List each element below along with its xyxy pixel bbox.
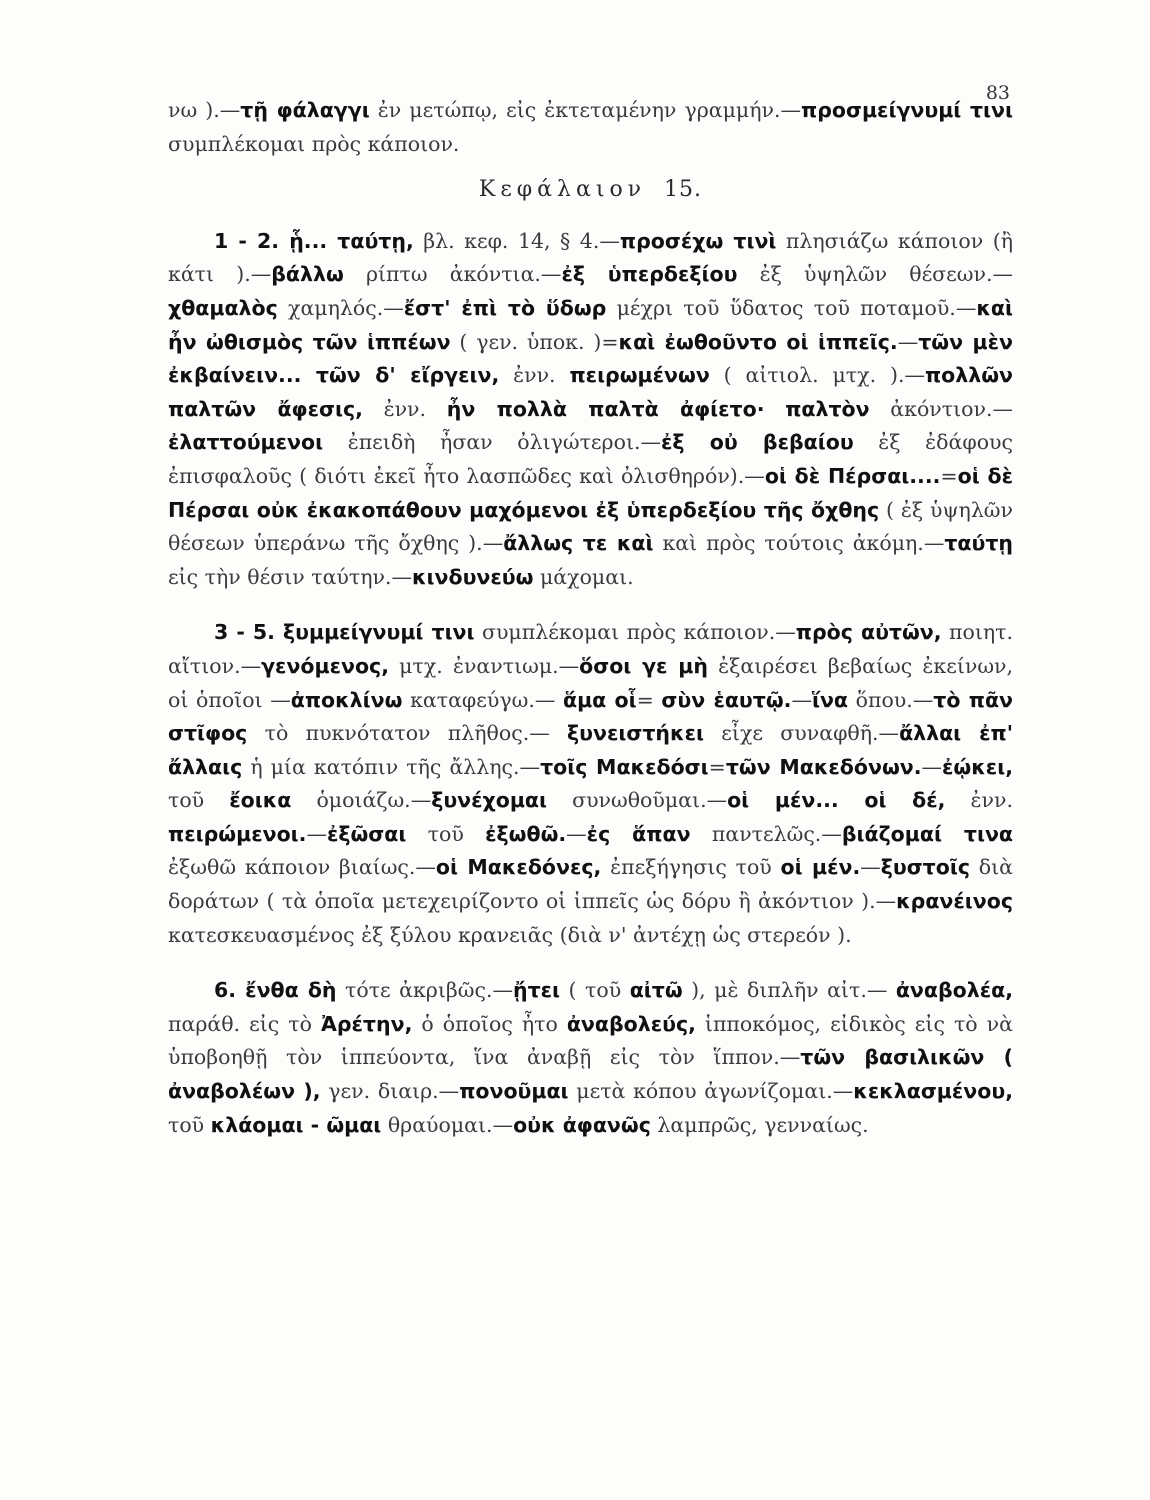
lemma: κεκλασμένου, (853, 1079, 1013, 1104)
lemma: κινδυνεύω (411, 564, 534, 589)
gloss: θραύομαι.— (381, 1112, 514, 1137)
gloss: χαμηλός.— (277, 295, 404, 320)
gloss: — (860, 855, 881, 880)
lemma: ἄλλαι ἐπ' ἄλλαις (168, 721, 1013, 779)
lemma: τοῖς Μακεδόσι (540, 754, 709, 779)
lemma: οἱ Μακεδόνες, (435, 855, 602, 880)
gloss: διὰ δοράτων ( τὰ ὁποῖα μετεχειρίζοντο οἱ ἱππεῖς ὡς δόρυ ἢ ἀκόντιον ).— (168, 855, 1013, 914)
lemma: κρανέινος (896, 889, 1013, 914)
gloss: ( γεν. ὑποκ. )= (450, 329, 619, 354)
gloss: ( τοῦ (560, 978, 630, 1003)
lemma: ἀναβολέα, (895, 978, 1013, 1003)
chapter-heading-number: 15. (664, 177, 703, 203)
lemma: ἐξ ὑπερδεξίου (561, 262, 738, 287)
lemma: ἅμα οἷ (562, 687, 637, 712)
lemma: οἱ μέν. (780, 855, 861, 880)
lemma: οὐκ ἀφανῶς (513, 1112, 651, 1137)
lemma: ταύτῃ (944, 531, 1014, 556)
lemma: προσμείγνυμί τινι (801, 98, 1013, 122)
gloss: ἐξαιρέσει βεβαίως ἐκείνων, οἱ ὁποῖοι — (168, 653, 1014, 712)
lemma: ὅσοι γε μὴ (579, 653, 708, 678)
gloss (765, 397, 786, 421)
lemma: ἄλλως τε καὶ (503, 531, 654, 556)
chapter-heading (168, 173, 1013, 207)
lemma: ξυστοῖς (880, 855, 970, 880)
lemma: ἐς ἅπαν (586, 821, 691, 846)
lemma: πρὸς αὐτῶν, (795, 620, 942, 645)
paragraph-continuation (168, 94, 1013, 161)
lemma: ἔοικα (229, 788, 292, 813)
gloss: = (940, 463, 958, 488)
lemma: τῶν μὲν ἐκβαίνειν... τῶν δ' εἴργειν, (168, 329, 1013, 388)
lemma: σὺν ἑαυτῷ. (661, 687, 792, 712)
gloss: καὶ πρὸς τούτοις ἀκόμη.— (653, 531, 945, 556)
gloss: ὅπου.— (848, 687, 934, 712)
gloss: κατεσκευασμένος ἐξ ξύλου κρανειᾶς (διὰ ν' ἀντέχῃ ὡς στερεόν ). (168, 922, 852, 947)
gloss: λαμπρῶς, γενναίως. (650, 1112, 869, 1137)
gloss: ἐπειδὴ ἦσαν ὀλιγώτεροι.— (323, 430, 661, 455)
lemma: πειρωμένων (569, 363, 710, 388)
lemma: τῇ φάλαγγι (240, 98, 370, 122)
lemma: ξυνειστήκει (567, 721, 704, 746)
gloss: ἀκόντιον.— (869, 396, 1013, 421)
gloss: ἐξ ἐδάφους ἐπισφαλοῦς ( διότι ἐκεῖ ἦτο λασπῶδες καὶ ὀλισθηρόν).— (168, 430, 1014, 488)
gloss: ὁ ὁποῖος ἦτο (412, 1011, 567, 1036)
lemma: αἰτῶ (629, 978, 683, 1003)
gloss: ἐξ ὑψηλῶν θέσεων.— (737, 262, 1013, 287)
lemma: οἱ δὲ Πέρσαι.... (764, 463, 941, 488)
gloss: ἐνν. (945, 788, 1013, 813)
lemma: ἵνα (811, 687, 849, 712)
gloss: — (897, 329, 919, 354)
lemma: ἐξ οὐ βεβαίου (661, 430, 854, 455)
gloss: — (921, 754, 943, 779)
lemma: καὶ ἦν ὠθισμὸς τῶν ἱππέων (168, 295, 1013, 354)
paragraph-section-1-2 (168, 225, 1013, 595)
lemma: 3 - 5. ξυμμείγνυμί τινι (214, 620, 475, 645)
lemma: βάλλω (271, 262, 344, 287)
gloss: συνωθοῦμαι.— (547, 788, 728, 813)
lemma: τὸ πᾶν στῖφος (168, 687, 1013, 746)
lemma: ἐξῶσαι (326, 821, 407, 846)
lemma: ἦν πολλὰ παλτὰ ἀφίετο· (446, 396, 765, 421)
lemma: πονοῦμαι (459, 1079, 569, 1104)
gloss: — (566, 821, 587, 846)
gloss: συμπλέκομαι πρὸς κάποιον.— (474, 620, 796, 645)
paragraph-section-3-5 (168, 616, 1013, 952)
lemma: 6. ἔνθα δὴ (214, 978, 337, 1003)
gloss: νω ).— (168, 98, 241, 122)
lemma: ἀναβολεύς, (566, 1011, 696, 1036)
gloss: τότε ἀκριβῶς.— (336, 978, 513, 1003)
gloss: βλ. κεφ. 14, § 4.— (413, 228, 620, 253)
gloss: ἐξωθῶ κάποιον βιαίως.— (168, 855, 436, 880)
commentary-text (168, 94, 1013, 1142)
gloss: ρίπτω ἀκόντια.— (343, 262, 562, 287)
lemma: Ἀρέτην, (320, 1011, 413, 1036)
lemma: ἐξωθῶ. (485, 821, 567, 846)
gloss: εἶχε συναφθῆ.— (703, 721, 900, 746)
gloss: ἐν μετώπῳ, εἰς ἐκτεταμένην γραμμήν.— (369, 98, 802, 122)
gloss: ἡ μία κατόπιν τῆς ἄλλης.— (242, 754, 541, 779)
lemma: ξυνέχομαι (431, 788, 547, 813)
lemma: πειρώμενοι. (168, 821, 307, 846)
lemma: προσέχω τινὶ (619, 228, 777, 253)
gloss: μάχομαι. (533, 564, 634, 589)
paragraph-section-6 (168, 974, 1013, 1142)
gloss: τὸ πυκνότατον πλῆθος.— (247, 721, 568, 746)
page-number: 83 (985, 82, 1010, 104)
lemma: οἱ δὲ Πέρσαι οὐκ ἐκακοπάθουν μαχόμενοι ἐξ ὑπερδεξίου τῆς ὄχθης (168, 463, 1013, 522)
gloss: ἐπεξήγησις τοῦ (601, 855, 781, 880)
gloss: μτχ. ἐναντιωμ.— (389, 653, 580, 678)
lemma: παλτὸν (785, 396, 870, 421)
gloss: μετὰ κόπου ἀγωνίζομαι.— (568, 1079, 854, 1104)
lemma: 1 - 2. ᾗ... ταύτῃ, (214, 228, 414, 253)
lemma: τῶν Μακεδόνων. (725, 754, 922, 779)
lemma: ἐῴκει, (942, 754, 1013, 779)
gloss: — (791, 687, 812, 712)
lemma: γενόμενος, (261, 653, 389, 678)
gloss: γεν. διαιρ.— (320, 1079, 460, 1104)
gloss: ), μὲ διπλῆν αἰτ.— (682, 978, 896, 1003)
gloss: ( αἰτιολ. μτχ. ).— (709, 363, 925, 388)
lemma: τῶν βασιλικῶν ( ἀναβολέων ), (168, 1045, 1013, 1104)
lemma: ᾔτει (512, 978, 561, 1003)
gloss: τοῦ (168, 788, 230, 813)
lemma: ἐλαττούμενοι (168, 430, 324, 455)
gloss: = (708, 754, 726, 779)
lemma: ἔστ' ἐπὶ τὸ ὕδωρ (403, 295, 607, 320)
lemma: χθαμαλὸς (168, 295, 278, 320)
lemma: κλάομαι - ῶμαι (210, 1112, 382, 1137)
lemma: καὶ ἐωθοῦντο οἱ ἱππεῖς. (618, 329, 898, 354)
gloss: τοῦ (406, 821, 486, 846)
gloss: μέχρι τοῦ ὕδατος τοῦ ποταμοῦ.— (606, 295, 977, 320)
gloss: ὁμοιάζω.— (291, 788, 432, 813)
chapter-heading-word: Κεφάλαιον (478, 177, 647, 203)
gloss: = (636, 687, 662, 712)
gloss: ( ἐξ ὑψηλῶν θέσεων ὑπεράνω τῆς ὄχθης ).— (168, 497, 1013, 556)
gloss: πλησιάζω κάποιον (ἢ κάτι ).— (168, 228, 1013, 287)
gloss: παντελῶς.— (690, 821, 842, 846)
gloss: ἐνν. (362, 396, 447, 421)
gloss: παράθ. εἰς τὸ (168, 1011, 321, 1036)
gloss: ἱπποκόμος, εἰδικὸς εἰς τὸ νὰ ὑποβοηθῇ τὸν ἱππεύοντα, ἵνα ἀναβῇ εἰς τὸν ἵππον.— (168, 1011, 1013, 1070)
gloss: ποιητ. αἴτιον.— (168, 620, 1014, 678)
gloss: συμπλέκομαι πρὸς κάποιον. (168, 131, 460, 156)
lemma: ἀποκλίνω (290, 687, 403, 712)
lemma: βιάζομαί τινα (841, 821, 1013, 846)
gloss: ἐνν. (499, 363, 570, 388)
gloss: καταφεύγω.— (402, 687, 563, 712)
gloss: τοῦ (168, 1112, 211, 1137)
gloss: — (306, 821, 327, 846)
gloss: εἰς τὴν θέσιν ταύτην.— (168, 564, 412, 589)
lemma: πολλῶν παλτῶν ἄφεσις, (168, 363, 1013, 421)
lemma: οἱ μέν... οἱ δέ, (727, 788, 946, 813)
